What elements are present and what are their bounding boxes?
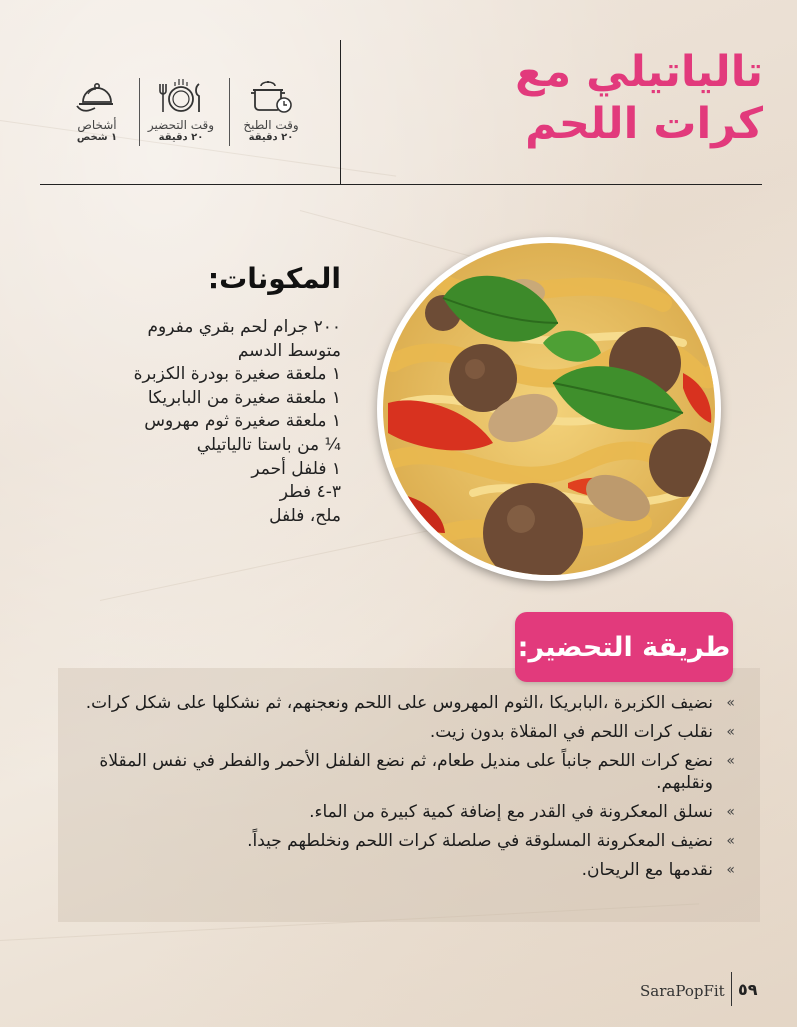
meta-cook-time [236,76,306,144]
ingredients-list [81,316,341,528]
method-step-text: نقلب كرات اللحم في المقلاة بدون زيت. [429,722,713,742]
header-divider [340,40,341,185]
footer-separator [731,972,732,1006]
prep-time-label: وقت التحضير [147,118,215,132]
cooking-pot-timer-icon [247,76,295,116]
method-step-text: نضيف المعكرونة المسلوقة في صلصلة كرات اللحم ونخلطهم جيداً. [247,831,713,851]
method-heading: طريقة التحضير: [515,612,733,682]
header-rule [40,184,762,185]
meta-servings [62,76,132,144]
servings-value: ١ شخص [76,132,118,143]
meta-separator [229,78,230,146]
bullet-marker: » [726,833,735,849]
method-step-text: نقدمها مع الريحان. [581,860,713,880]
ingredient-item: ١ ملعقة صغيرة ثوم مهروس [144,411,341,432]
plate-fork-knife-icon [155,76,207,116]
bullet-marker: » [726,862,735,878]
method-step [75,830,735,852]
ingredient-item: ¼ من باستا تالياتيلي [196,434,341,455]
ingredient-item: ٢٠٠ جرام لحم بقري مفروم [147,317,341,337]
method-step [75,750,735,794]
method-step [75,801,735,823]
method-step-text: نضيف الكزبرة ،البابريكا ،الثوم المهروس على اللحم ونعجنهم، ثم نشكلها على شكل كرات. [85,693,713,713]
ingredient-item: ٣-٤ فطر [279,482,341,503]
page-number: ٥٩ [738,980,758,999]
cook-time-label: وقت الطبخ [243,118,299,132]
meta-separator [139,78,140,146]
meta-prep-time [146,76,216,144]
ingredient-item: ١ ملعقة صغيرة من البابريكا [147,387,341,408]
prep-time-value: ٢٠ دقيقة [158,132,204,143]
method-step [75,721,735,743]
ingredient-item: ١ فلفل أحمر [251,458,341,479]
bullet-marker: » [726,724,735,740]
method-step-text: نسلق المعكرونة في القدر مع إضافة كمية كبيرة من الماء. [309,802,713,822]
cook-time-value: ٢٠ دقيقة [248,132,294,143]
dish-photo [377,237,721,581]
method-step-text: نضع كرات اللحم جانباً على منديل طعام، ثم نضع الفلفل الأحمر والفطر في نفس المقلاة ونقلبهم. [99,751,713,793]
footer-brand: SaraPopFit [640,982,725,1000]
ingredient-item: ملح، فلفل [269,505,341,526]
bullet-marker: » [726,753,735,769]
method-list [75,692,735,888]
method-step [75,859,735,881]
bullet-marker: » [726,804,735,820]
ingredient-item: ١ ملعقة صغيرة بودرة الكزبرة [133,364,341,385]
servings-label: أشخاص [77,118,117,132]
recipe-title: تالياتيلي مع كرات اللحم [515,47,763,149]
serving-cloche-icon [73,76,121,116]
ingredients-heading: المكونات: [207,262,341,295]
bullet-marker: » [726,695,735,711]
ingredient-item: متوسط الدسم [237,340,341,361]
method-step [75,692,735,714]
